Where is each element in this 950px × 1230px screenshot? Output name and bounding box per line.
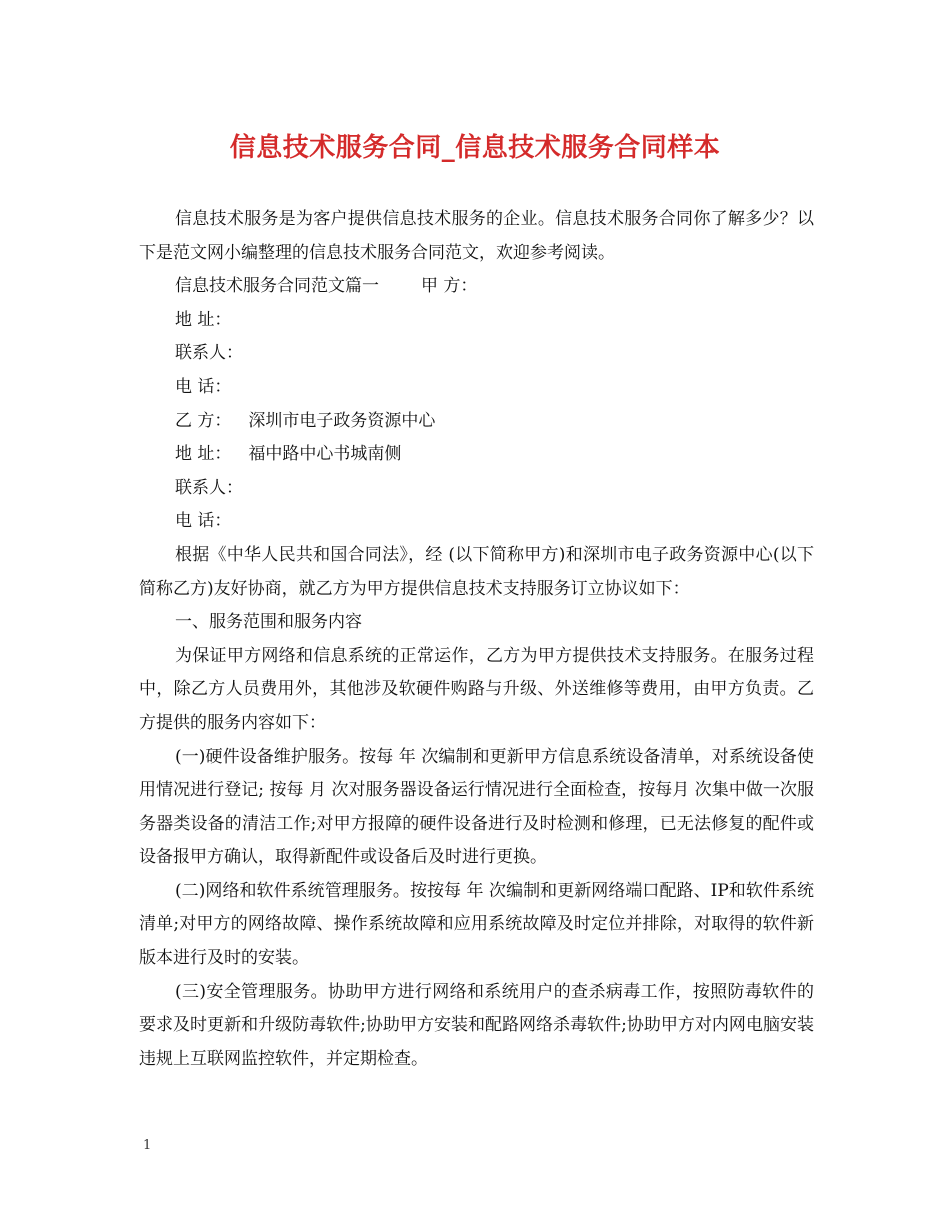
contact-row-1: [139, 337, 814, 371]
phone-row-1: [139, 371, 814, 405]
section-heading: 一、服务范围和服务内容: [175, 612, 362, 633]
address-row-2: [139, 438, 814, 472]
document-title: 信息技术服务合同_信息技术服务合同样本: [229, 133, 721, 163]
address-value: 福中路中心书城南侧: [248, 444, 402, 465]
basis-paragraph: 根据《中华人民共和国合同法》，经 (以下简称甲方)和深圳市电子政务资源中心(以下简称乙方)友好协商，就乙方为甲方提供信息技术支持服务订立协议如下：: [139, 544, 814, 599]
phone-row-2: [139, 505, 814, 539]
item-paragraph: (一)硬件设备维护服务。按每 年 次编制和更新甲方信息系统设备清单，对系统设备使用情况进行登记; 按每 月 次对服务器设备运行情况进行全面检查，按每月 次集中做一次服务器类设备的清洁工作;对甲方报障的硬件设备进行及时检测和修理，已无法修复的配件或设备报甲方确认，取得新配件或设备后及时进行更换。: [139, 746, 814, 868]
section-paragraph: 为保证甲方网络和信息系统的正常运作，乙方为甲方提供技术支持服务。在服务过程中，除乙方人员费用外，其他涉及软硬件购路与升级、外送维修等费用，由甲方负责。乙方提供的服务内容如下：: [139, 645, 814, 733]
party-b-label: 乙 方：: [175, 410, 232, 431]
item-paragraph: (二)网络和软件系统管理服务。按按每 年 次编制和更新网络端口配路、IP和软件系统清单;对甲方的网络故障、操作系统故障和应用系统故障及时定位并排除，对取得的软件新版本进行及时的安装。: [139, 880, 814, 969]
party-a-row: [139, 270, 814, 304]
address-label: 地 址：: [175, 309, 232, 330]
document-body: [139, 203, 814, 1076]
intro-paragraph: 信息技术服务是为客户提供信息技术服务的企业。信息技术服务合同你了解多少？以下是范文网小编整理的信息技术服务合同范文，欢迎参考阅读。: [139, 209, 814, 263]
party-b-row: [139, 405, 814, 439]
phone-label: 电 话：: [175, 376, 232, 397]
address-label: 地 址：: [175, 444, 232, 465]
page-number: 1: [143, 1138, 152, 1153]
contact-label: 联系人：: [175, 477, 243, 498]
party-a-label: 甲 方：: [421, 276, 478, 297]
contact-label: 联系人：: [175, 343, 243, 364]
address-row-1: [139, 304, 814, 338]
contact-row-2: [139, 472, 814, 506]
party-b-value: 深圳市电子政务资源中心: [248, 410, 436, 431]
item-paragraph: (三)安全管理服务。协助甲方进行网络和系统用户的查杀病毒工作，按照防毒软件的要求及时更新和升级防毒软件;协助甲方安装和配路网络杀毒软件;协助甲方对内网电脑安装违规上互联网监控软件，并定期检查。: [139, 981, 814, 1069]
phone-label: 电 话：: [175, 511, 232, 532]
contract-heading: 信息技术服务合同范文篇一: [175, 276, 379, 297]
